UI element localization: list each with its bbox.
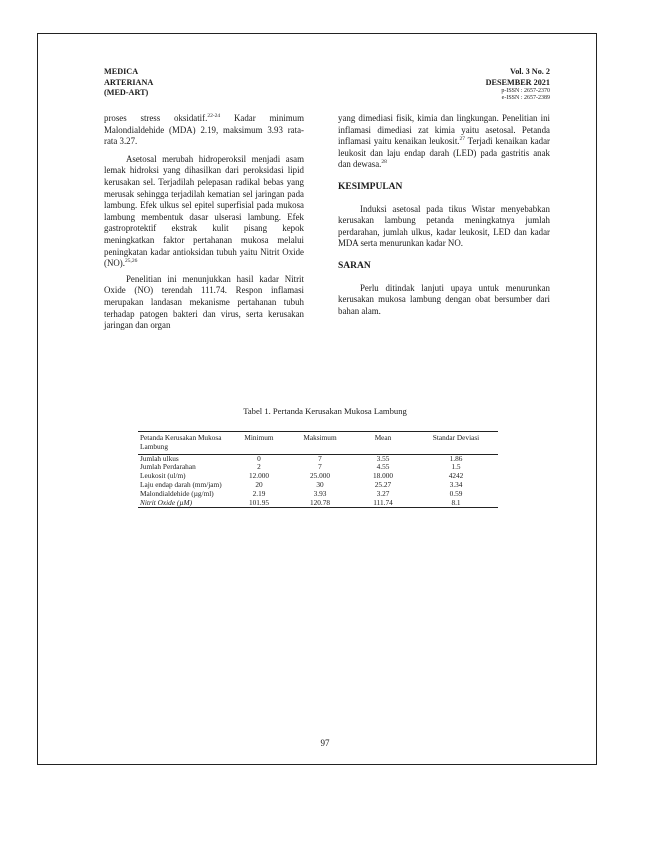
table-caption: Tabel 1. Pertanda Kerusakan Mukosa Lambung: [243, 406, 407, 416]
paragraph: [104, 154, 304, 270]
issue-date: DESEMBER 2021: [485, 77, 550, 87]
table-cell: 3.34: [449, 479, 463, 489]
table-cell: 18.000: [372, 471, 394, 481]
table-cell: 0: [257, 453, 261, 463]
column-header: Mean: [352, 432, 414, 455]
text: proses stress oksidatif.: [104, 113, 208, 123]
citation: 22-24: [207, 113, 221, 120]
right-column: [338, 113, 550, 317]
eissn: e-ISSN : 2657-2389: [501, 95, 550, 102]
paragraph: [338, 113, 550, 171]
table-cell: 3.55: [376, 453, 390, 463]
journal-name: [104, 67, 153, 99]
table-cell: Malondialdehide (µg/ml): [140, 488, 214, 498]
left-column: [104, 113, 304, 332]
citation: 28: [381, 159, 387, 166]
table-cell: Leukosit (ul/m): [140, 471, 186, 481]
text: Kadar minimum Malondialdehide (MDA) 2.19, maksimum 3.93 rata-rata 3.27.: [104, 113, 304, 147]
table-cell: 7: [318, 453, 322, 463]
volume-label: Vol. 3 No. 2: [510, 67, 550, 76]
table-cell: Jumlah Perdarahan: [140, 462, 196, 472]
table-cell: 12.000: [248, 471, 270, 481]
journal-name-line: MEDICA: [104, 67, 139, 76]
paragraph: Penelitian ini menunjukkan hasil kadar Nitrit Oxide (NO) terendah 111.74. Respon inflamasi merupakan landasan mekanisme pertahanan tubuh terhadap patogen bakteri dan virus, serta kerusakan jaringan dan organ: [104, 273, 304, 331]
table-cell: 101.95: [230, 499, 288, 508]
table-cell: 1.5: [451, 462, 461, 472]
table-cell: 25.000: [309, 471, 331, 481]
journal-name-line: ARTERIANA: [104, 77, 154, 87]
table-cell: 120.78: [288, 499, 352, 508]
table-cell: 0.59: [449, 488, 463, 498]
table-header-row: [138, 432, 498, 455]
table-cell: 8.1: [414, 499, 498, 508]
table-cell: 3.27: [376, 488, 390, 498]
page-header: [104, 67, 550, 107]
issue-info: [486, 67, 550, 103]
text: Terjadi kenaikan kadar leukosit dan laju endap darah (LED) pada gastritis anak dan dewasa.: [338, 136, 550, 170]
data-table: [138, 431, 498, 508]
text: yang dimediasi fisik, kimia dan lingkungan. Penelitian ini inflamasi dimediasi zat kimia yaitu asetosal. Petanda inflamasi yaitu kenaikan leukosit.: [338, 113, 550, 147]
column-header: Maksimum: [288, 432, 352, 455]
column-header: Minimum: [230, 432, 288, 455]
table-cell: Jumlah ulkus: [140, 453, 179, 463]
paragraph: Perlu ditindak lanjuti upaya untuk menurunkan kerusakan mukosa lambung dengan obat bersumber dari bahan alam.: [338, 282, 550, 316]
pissn: p-ISSN : 2657-2370: [501, 88, 550, 94]
journal-name-line: (MED-ART): [104, 88, 149, 97]
table-cell: 30: [316, 479, 324, 489]
paragraph: [104, 113, 304, 148]
column-header: Petanda Kerusakan Mukosa Lambung: [138, 432, 230, 455]
table-cell: 2.19: [252, 488, 266, 498]
table-cell: 25.27: [374, 479, 392, 489]
citation: 25,26: [124, 258, 138, 265]
table-row: [138, 499, 498, 508]
table-cell: 7: [318, 462, 322, 472]
citation: 27: [459, 136, 466, 143]
heading-kesimpulan: KESIMPULAN: [338, 181, 403, 192]
table-cell: 3.93: [313, 488, 327, 498]
table-cell: 111.74: [352, 499, 414, 508]
table-cell: Laju endap darah (mm/jam): [140, 479, 222, 489]
page-number: 97: [320, 738, 330, 748]
heading-saran: SARAN: [338, 260, 371, 271]
text: Asetosal merubah hidroperoksil menjadi asam lemak hidroksi yang dihasilkan dari peroksidasi lipid kerusakan sel. Terjadilah pelepasan radikal bebas yang merusak sehingga terjadilah kematian sel jaringan pada lambung. Efek ulkus sel epitel superfisial pada mukosa lambung membentuk dasar ulserasi lambung. Efek gastroprotektif ekstrak kulit pisang kepok meningkatkan faktor pertahanan mukosa melalui peningkatan kadar antioksidan tubuh yaitu Nitrit Oxide (NO).: [104, 153, 304, 269]
column-header: Standar Deviasi: [414, 432, 498, 455]
table-cell: 1.86: [449, 453, 463, 463]
table-cell: 20: [255, 479, 263, 489]
table-cell: Nitrit Oxide (µM): [138, 499, 230, 508]
paragraph: Induksi asetosal pada tikus Wistar menyebabkan kerusakan lambung petanda meningkatnya jumlah perdarahan, jumlah ulkus, kadar leukosit, LED dan kadar MDA serta menurunkan kadar NO.: [338, 203, 550, 249]
table-cell: 4.55: [376, 462, 390, 472]
table-cell: 4242: [448, 471, 464, 481]
table-cell: 2: [257, 462, 261, 472]
